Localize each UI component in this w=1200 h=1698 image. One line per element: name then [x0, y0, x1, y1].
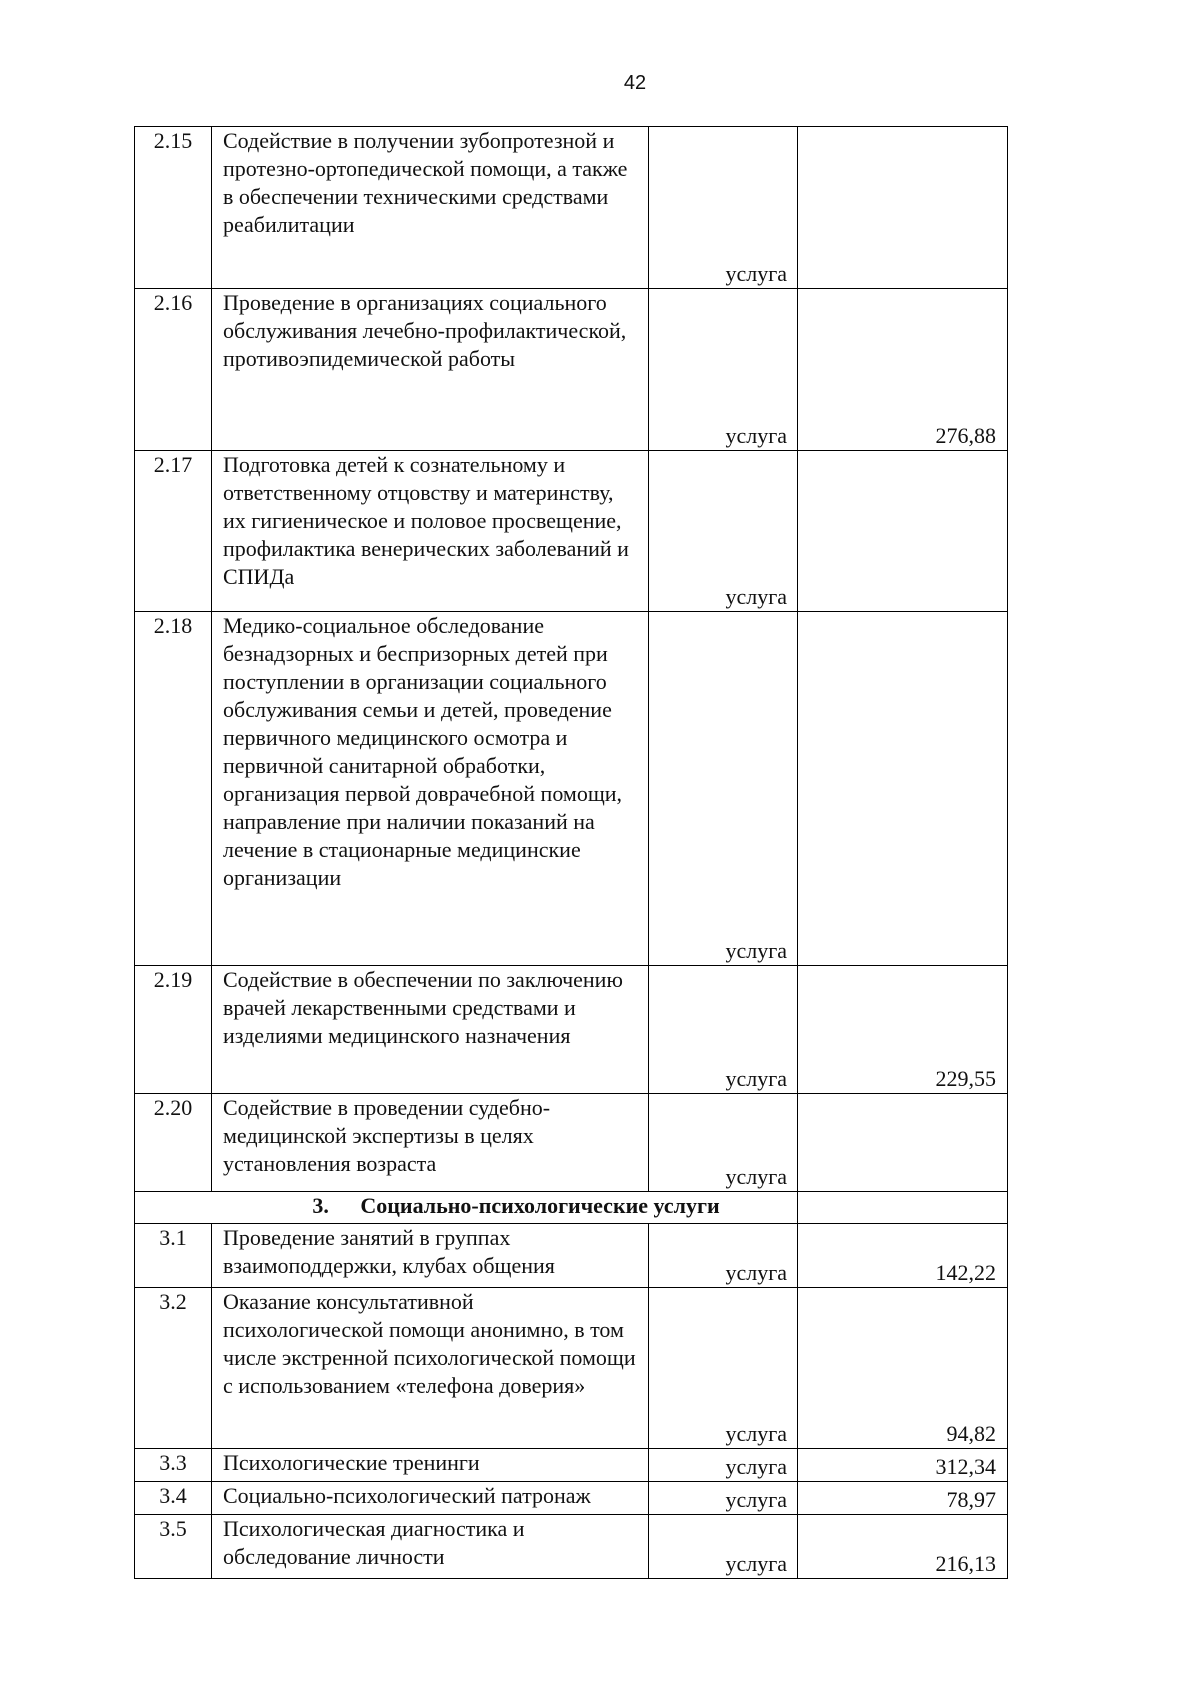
unit-cell: услуга — [649, 127, 798, 289]
unit-cell: услуга — [649, 1482, 798, 1515]
service-name: Психологическая диагностика и обследование личности — [212, 1515, 649, 1579]
unit-cell: услуга — [649, 966, 798, 1094]
row-number: 2.20 — [135, 1094, 212, 1192]
price-cell: 94,82 — [798, 1288, 1008, 1449]
page-number: 42 — [623, 72, 647, 94]
service-name: Оказание консультативной психологической помощи анонимно, в том числе экстренной психологической помощи с использованием «телефона доверия» — [212, 1288, 649, 1449]
section-number: 3. — [312, 1193, 329, 1218]
row-number: 2.18 — [135, 612, 212, 966]
table-row — [135, 612, 1008, 966]
price-cell — [798, 612, 1008, 966]
row-number: 2.15 — [135, 127, 212, 289]
price-cell — [798, 1192, 1008, 1224]
service-name: Проведение занятий в группах взаимоподдержки, клубах общения — [212, 1224, 649, 1288]
row-number: 2.19 — [135, 966, 212, 1094]
table-row — [135, 1515, 1008, 1579]
unit-cell: услуга — [649, 1515, 798, 1579]
unit-cell: услуга — [649, 451, 798, 612]
unit-cell: услуга — [649, 1288, 798, 1449]
row-number: 3.3 — [135, 1449, 212, 1482]
unit-cell: услуга — [649, 1094, 798, 1192]
table-row — [135, 451, 1008, 612]
table-row — [135, 127, 1008, 289]
price-cell: 312,34 — [798, 1449, 1008, 1482]
service-name: Медико-социальное обследование безнадзорных и беспризорных детей при поступлении в организации социального обслуживания семьи и детей, проведение первичного медицинского осмотра и первичной санитарной обработки, организация первой доврачебной помощи, направление при наличии показаний на лечение в стационарные медицинские организации — [212, 612, 649, 966]
price-cell — [798, 127, 1008, 289]
service-name: Психологические тренинги — [212, 1449, 649, 1482]
table-row — [135, 966, 1008, 1094]
row-number: 3.4 — [135, 1482, 212, 1515]
price-cell — [798, 451, 1008, 612]
price-cell — [798, 1094, 1008, 1192]
table-row — [135, 1288, 1008, 1449]
service-name: Подготовка детей к сознательному и ответственному отцовству и материнству, их гигиеническое и половое просвещение, профилактика венерических заболеваний и СПИДа — [212, 451, 649, 612]
unit-cell: услуга — [649, 1449, 798, 1482]
row-number: 3.2 — [135, 1288, 212, 1449]
row-number: 3.5 — [135, 1515, 212, 1579]
table-row — [135, 1482, 1008, 1515]
service-name: Социально-психологический патронаж — [212, 1482, 649, 1515]
row-number: 2.16 — [135, 289, 212, 451]
price-cell: 78,97 — [798, 1482, 1008, 1515]
price-cell: 216,13 — [798, 1515, 1008, 1579]
table-row — [135, 1224, 1008, 1288]
unit-cell: услуга — [649, 612, 798, 966]
table-row — [135, 1449, 1008, 1482]
service-name: Содействие в обеспечении по заключению врачей лекарственными средствами и изделиями медицинского назначения — [212, 966, 649, 1094]
row-number: 2.17 — [135, 451, 212, 612]
section-title — [135, 1192, 798, 1224]
price-cell: 229,55 — [798, 966, 1008, 1094]
table-row — [135, 1094, 1008, 1192]
service-name: Содействие в получении зубопротезной и протезно-ортопедической помощи, а также в обеспечении техническими средствами реабилитации — [212, 127, 649, 289]
price-cell: 142,22 — [798, 1224, 1008, 1288]
table-row — [135, 289, 1008, 451]
unit-cell: услуга — [649, 1224, 798, 1288]
services-tariff-table — [134, 126, 1008, 1579]
price-cell: 276,88 — [798, 289, 1008, 451]
section-header-row — [135, 1192, 1008, 1224]
service-name: Проведение в организациях социального обслуживания лечебно-профилактической, противоэпидемической работы — [212, 289, 649, 451]
service-name: Содействие в проведении судебно-медицинской экспертизы в целях установления возраста — [212, 1094, 649, 1192]
row-number: 3.1 — [135, 1224, 212, 1288]
section-title-text: Социально-психологические услуги — [360, 1193, 720, 1218]
unit-cell: услуга — [649, 289, 798, 451]
